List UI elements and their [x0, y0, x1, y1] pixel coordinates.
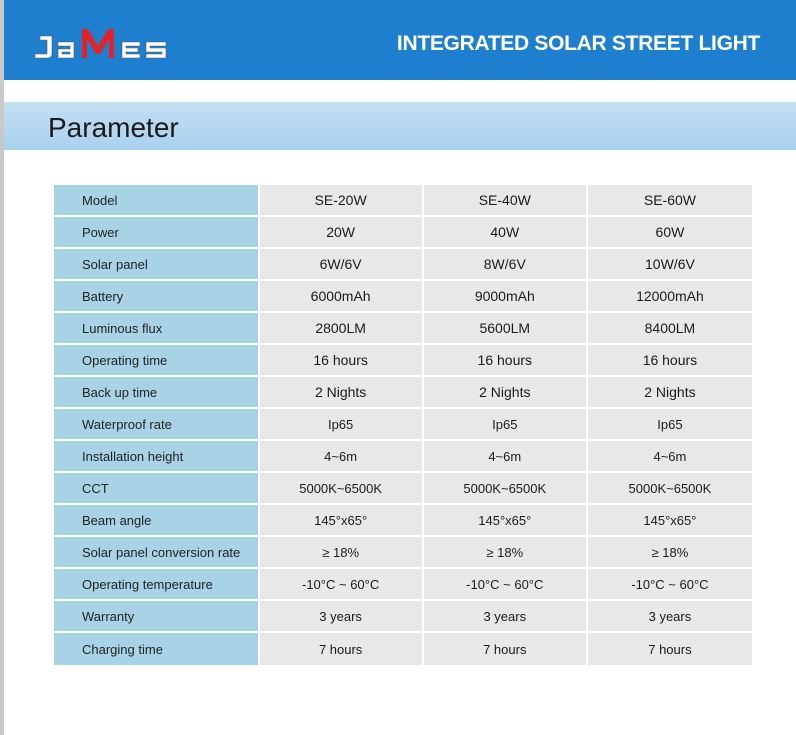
row-value: 8400LM: [588, 313, 752, 345]
row-label: Operating time: [54, 345, 260, 377]
row-label: CCT: [54, 473, 260, 505]
row-label: Charging time: [54, 633, 260, 665]
row-value: Ip65: [260, 409, 424, 441]
row-value: 5000K~6500K: [260, 473, 424, 505]
row-value: 7 hours: [260, 633, 424, 665]
row-value: 4~6m: [588, 441, 752, 473]
table-row: [54, 313, 752, 345]
row-value: SE-60W: [588, 185, 752, 217]
row-label: Solar panel: [54, 249, 260, 281]
row-value: -10°C ~ 60°C: [424, 569, 588, 601]
table-row: [54, 633, 752, 665]
table-row: [54, 441, 752, 473]
row-value: 12000mAh: [588, 281, 752, 313]
table-row: [54, 537, 752, 569]
row-value: 2 Nights: [424, 377, 588, 409]
james-logo-icon: [32, 26, 193, 60]
row-value: ≥ 18%: [588, 537, 752, 569]
section-title: Parameter: [48, 112, 179, 143]
row-value: 9000mAh: [424, 281, 588, 313]
table-row: [54, 249, 752, 281]
row-value: 5000K~6500K: [424, 473, 588, 505]
row-value: Ip65: [588, 409, 752, 441]
table-row: [54, 345, 752, 377]
row-value: 145°x65°: [588, 505, 752, 537]
row-value: 2 Nights: [260, 377, 424, 409]
table-row: [54, 409, 752, 441]
row-value: 16 hours: [424, 345, 588, 377]
table-row: [54, 473, 752, 505]
row-value: 3 years: [424, 601, 588, 633]
row-value: 145°x65°: [260, 505, 424, 537]
row-label: Model: [54, 185, 260, 217]
row-value: 20W: [260, 217, 424, 249]
row-value: 6000mAh: [260, 281, 424, 313]
parameter-table: [54, 185, 752, 665]
header-title: INTEGRATED SOLAR STREET LIGHT: [396, 32, 760, 55]
row-value: SE-40W: [424, 185, 588, 217]
table-row: [54, 505, 752, 537]
row-value: 3 years: [588, 601, 752, 633]
row-label: Beam angle: [54, 505, 260, 537]
row-value: ≥ 18%: [260, 537, 424, 569]
row-label: Back up time: [54, 377, 260, 409]
row-label: Solar panel conversion rate: [54, 537, 260, 569]
row-value: -10°C ~ 60°C: [588, 569, 752, 601]
row-value: 4~6m: [260, 441, 424, 473]
row-value: 16 hours: [260, 345, 424, 377]
section-banner: [4, 102, 796, 150]
row-label: Warranty: [54, 601, 260, 633]
row-value: 7 hours: [588, 633, 752, 665]
row-label: Waterproof rate: [54, 409, 260, 441]
table-row: [54, 569, 752, 601]
brand-logo[interactable]: [32, 26, 193, 60]
table-row: [54, 281, 752, 313]
row-value: ≥ 18%: [424, 537, 588, 569]
row-value: 5600LM: [424, 313, 588, 345]
page-header: [4, 0, 796, 80]
row-value: 5000K~6500K: [588, 473, 752, 505]
row-value: 6W/6V: [260, 249, 424, 281]
row-value: 2 Nights: [588, 377, 752, 409]
row-value: 40W: [424, 217, 588, 249]
row-value: 10W/6V: [588, 249, 752, 281]
row-value: 7 hours: [424, 633, 588, 665]
row-label: Power: [54, 217, 260, 249]
table-row: [54, 217, 752, 249]
row-value: 145°x65°: [424, 505, 588, 537]
row-label: Operating temperature: [54, 569, 260, 601]
row-label: Battery: [54, 281, 260, 313]
table-row: [54, 185, 752, 217]
table-row: [54, 377, 752, 409]
row-value: -10°C ~ 60°C: [260, 569, 424, 601]
table-row: [54, 601, 752, 633]
row-value: 4~6m: [424, 441, 588, 473]
row-value: SE-20W: [260, 185, 424, 217]
row-value: 8W/6V: [424, 249, 588, 281]
row-label: Installation height: [54, 441, 260, 473]
row-value: 60W: [588, 217, 752, 249]
row-value: 2800LM: [260, 313, 424, 345]
row-value: Ip65: [424, 409, 588, 441]
row-label: Luminous flux: [54, 313, 260, 345]
row-value: 3 years: [260, 601, 424, 633]
row-value: 16 hours: [588, 345, 752, 377]
